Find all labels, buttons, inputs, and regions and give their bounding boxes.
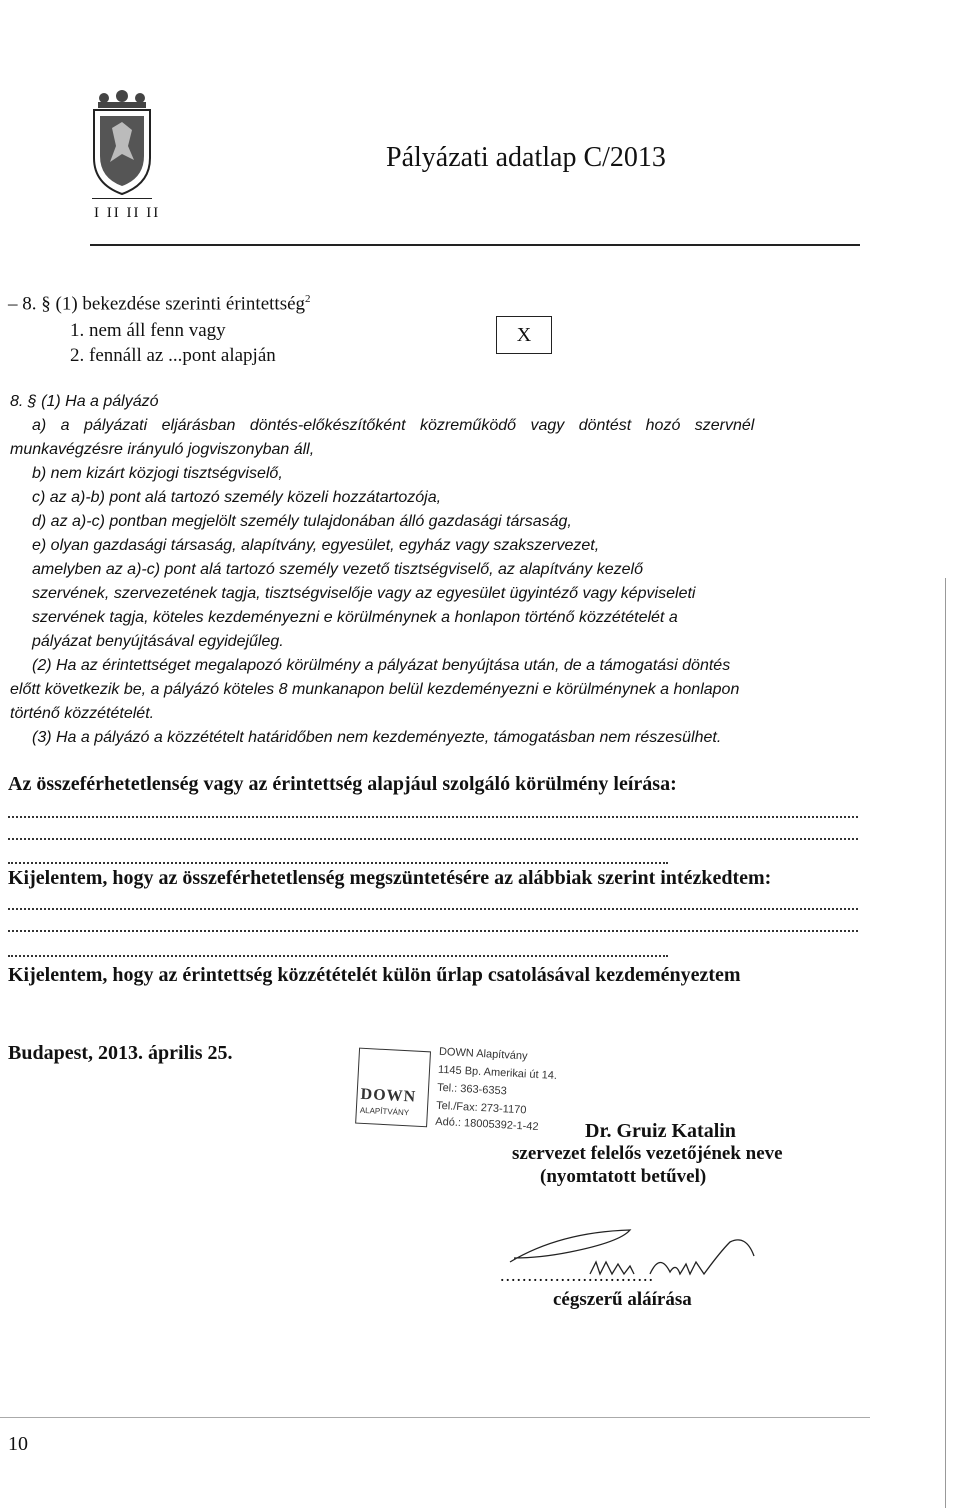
stamp-line-3: Tel.: 363-6353 [436, 1081, 508, 1098]
leader-name: Dr. Gruiz Katalin [585, 1120, 736, 1142]
law-line-12: (2) Ha az érintettséget megalapozó körülmény a pályázat benyújtása után, de a támogatási döntés [32, 657, 731, 674]
law-line-10: szervének tagja, köteles kezdeményezni e körülménynek a honlapon történő közzétételét a [32, 609, 678, 626]
description-line-3[interactable] [8, 862, 668, 864]
measures-line-3[interactable] [8, 955, 668, 957]
separate-form-statement: Kijelentem, hogy az érintettség közzétételét külön űrlap csatolásával kezdeményeztem [8, 964, 741, 986]
law-line-13: előtt következik be, a pályázó köteles 8 munkanapon belül kezdeményezni e körülménynek a honlapon [10, 681, 740, 698]
option-not-applicable: 1. nem áll fenn vagy [70, 320, 226, 341]
stamp-sublogo: ALAPÍTVÁNY [359, 1105, 410, 1118]
footnote-marker: 2 [305, 293, 311, 305]
place-date: Budapest, 2013. április 25. [8, 1042, 233, 1064]
law-line-3: munkavégzésre irányuló jogviszonyban áll, [10, 441, 315, 458]
description-line-1[interactable] [8, 816, 858, 818]
section8-heading-text: – 8. § (1) bekezdése szerinti érintettség [8, 293, 306, 315]
law-line-15: (3) Ha a pályázó a közzétételt határidőben nem kezdeményezte, támogatásban nem részesülhet. [32, 729, 722, 746]
checkbox-mark: X [516, 324, 532, 346]
option-applicable: 2. fennáll az ...pont alapján [70, 345, 276, 366]
signature-caption: cégszerű aláírása [553, 1289, 692, 1310]
measures-line-1[interactable] [8, 908, 858, 910]
coat-of-arms-logo [88, 88, 156, 208]
law-line-11: pályázat benyújtásával egyidejűleg. [32, 633, 284, 650]
leader-role-line-1: szervezet felelős vezetőjének neve [512, 1143, 783, 1164]
stamp-line-5: Adó.: 18005392-1-42 [435, 1115, 539, 1134]
description-label: Az összeférhetetlenség vagy az érintettség alapjául szolgáló körülmény leírása: [8, 773, 677, 795]
organization-stamp [353, 1042, 607, 1141]
law-line-4: b) nem kizárt közjogi tisztségviselő, [32, 465, 283, 482]
law-line-1: 8. § (1) Ha a pályázó [10, 393, 159, 410]
law-line-6: d) az a)-c) pontban megjelölt személy tulajdonában álló gazdasági társaság, [32, 513, 572, 530]
page-number: 10 [8, 1433, 28, 1455]
stamp-line-1: DOWN Alapítvány [438, 1045, 528, 1063]
law-line-7: e) olyan gazdasági társaság, alapítvány, egyesület, egyház vagy szakszervezet, [32, 537, 600, 554]
header-rule [90, 244, 860, 246]
section8-heading [8, 293, 311, 315]
page-title: Pályázati adatlap C/2013 [386, 142, 666, 173]
measures-line-2[interactable] [8, 930, 858, 932]
signature-dotted-line: ............................ [500, 1265, 654, 1285]
leader-role-line-2: (nyomtatott betűvel) [540, 1166, 707, 1187]
stamp-logo: DOWN [360, 1085, 417, 1106]
law-line-9: szervének, szervezetének tagja, tisztségviselője vagy az egyesület ügyintéző vagy képviseleti [32, 585, 696, 602]
law-line-14: történő közzétételét. [10, 705, 155, 722]
footer-rule [0, 1417, 870, 1418]
stamp-line-2: 1145 Bp. Amerikai út 14. [437, 1063, 558, 1082]
logo-caption: I II II II [94, 205, 161, 221]
checkbox-not-applicable[interactable] [496, 316, 552, 354]
scan-edge-line [945, 578, 946, 1508]
law-line-2: a) a pályázati eljárásban döntés-előkészítőként közreműködő vagy döntést hozó szervnél [32, 417, 755, 434]
measures-label: Kijelentem, hogy az összeférhetetlenség megszüntetésére az alábbiak szerint intézkedtem: [8, 867, 772, 889]
description-line-2[interactable] [8, 838, 858, 840]
law-line-5: c) az a)-b) pont alá tartozó személy közeli hozzátartozója, [32, 489, 442, 506]
law-line-8: amelyben az a)-c) pont alá tartozó személy vezető tisztségviselő, az alapítvány kezelő [32, 561, 643, 578]
stamp-line-4: Tel./Fax: 273-1170 [435, 1099, 527, 1117]
